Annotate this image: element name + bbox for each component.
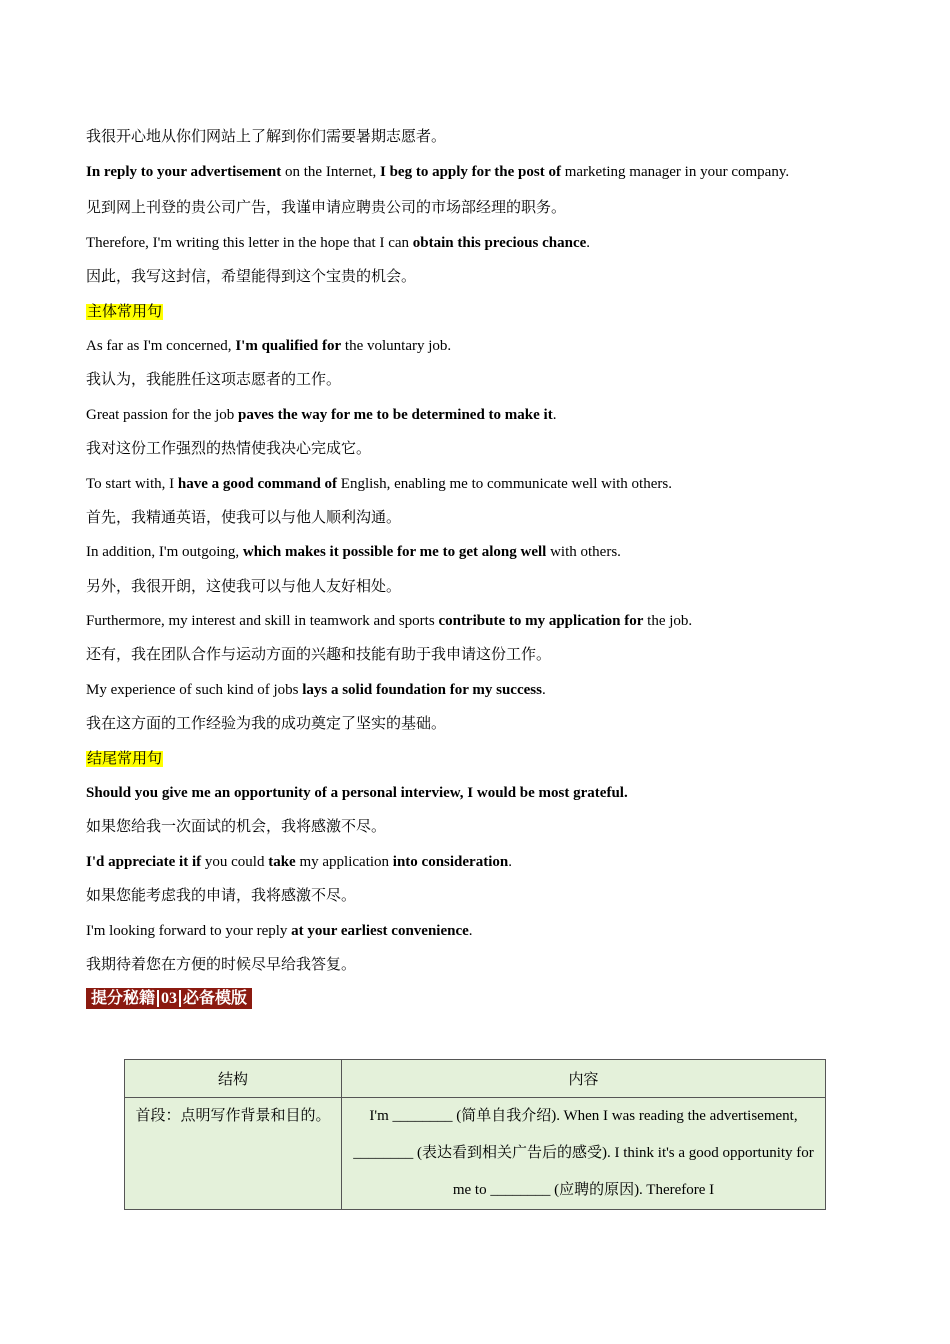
text-line: 如果您能考虑我的申请，我将感激不尽。	[86, 888, 357, 905]
table-header-row	[125, 1060, 826, 1098]
text-line: 见到网上刊登的贵公司广告，我谨申请应聘贵公司的市场部经理的职务。	[86, 200, 567, 217]
text-line: 我对这份工作强烈的热情使我决心完成它。	[86, 441, 372, 458]
table-header-cell: 内容	[342, 1060, 826, 1098]
section-heading-ending: 结尾常用句	[87, 750, 163, 767]
text-line: 还有，我在团队合作与运动方面的兴趣和技能有助于我申请这份工作。	[86, 647, 552, 664]
text-line: Great passion for the job paves the way for me to be determined to make it.	[86, 406, 557, 423]
text-line: Furthermore, my interest and skill in teamwork and sports contribute to my application for the job.	[86, 613, 693, 630]
text-line: To start with, I have a good command of English, enabling me to communicate well with others.	[86, 475, 672, 492]
table-row	[125, 1098, 826, 1210]
banner-line	[86, 982, 864, 1016]
table-cell: I'm ________ (简单自我介绍). When I was reading the advertisement, ________ (表达看到相关广告后的感受). I think it's a good opportunity for me to ________ (应聘的原因). Therefore I	[342, 1098, 826, 1210]
text-line: 我期待着您在方便的时候尽早给我答复。	[86, 956, 357, 973]
text-line: 另外，我很开朗，这使我可以与他人友好相处。	[86, 578, 402, 595]
text-line: 因此，我写这封信，希望能得到这个宝贵的机会。	[86, 269, 417, 286]
text-line: In addition, I'm outgoing, which makes it possible for me to get along well with others.	[86, 544, 621, 561]
text-line: 我很开心地从你们网站上了解到你们需要暑期志愿者。	[86, 129, 447, 145]
text-line: I'd appreciate it if you could take my application into consideration.	[86, 853, 512, 870]
text-line: Should you give me an opportunity of a personal interview, I would be most grateful.	[86, 785, 628, 802]
text-line: In reply to your advertisement on the Internet, I beg to apply for the post of marketing manager in your company.	[86, 164, 790, 181]
section-heading-body: 主体常用句	[87, 303, 163, 320]
text-line: My experience of such kind of jobs lays a solid foundation for my success.	[86, 681, 546, 698]
table-header-cell: 结构	[125, 1060, 342, 1098]
template-table	[124, 1059, 826, 1210]
text-line: 我在这方面的工作经验为我的成功奠定了坚实的基础。	[86, 716, 447, 733]
text-line: 如果您给我一次面试的机会，我将感激不尽。	[86, 819, 387, 836]
text-line: 我认为，我能胜任这项志愿者的工作。	[86, 372, 342, 389]
text-line: As far as I'm concerned, I'm qualified for the voluntary job.	[86, 337, 452, 354]
table-cell: 首段：点明写作背景和目的。	[125, 1098, 342, 1210]
text-line: 首先，我精通英语，使我可以与他人顺利沟通。	[86, 509, 402, 526]
text-line: Therefore, I'm writing this letter in the hope that I can obtain this precious chance.	[86, 234, 591, 251]
document-body	[86, 120, 864, 1017]
text-line: I'm looking forward to your reply at your earliest convenience.	[86, 922, 473, 939]
tips-banner: 提分秘籍 03 必备模版	[86, 988, 252, 1009]
